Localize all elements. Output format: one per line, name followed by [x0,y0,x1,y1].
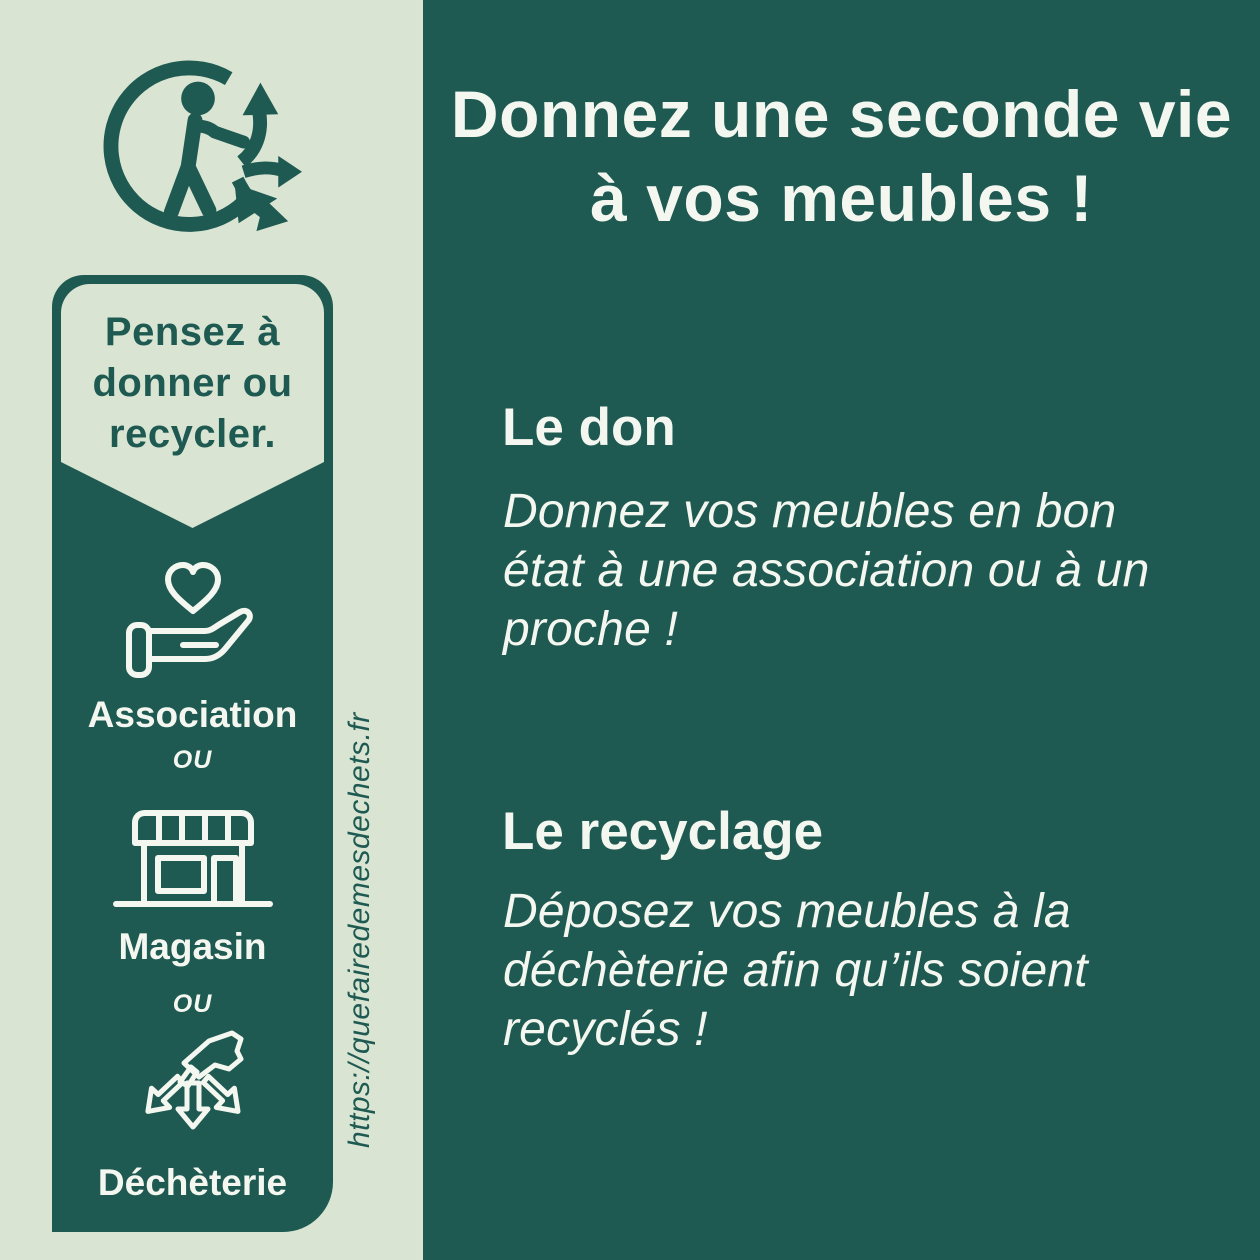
section-heading-don: Le don [502,398,676,457]
body-line: Déposez vos meubles à la [503,885,1071,938]
page-title-line: à vos meubles ! [590,161,1093,235]
ribbon-title-line: recycler. [109,412,276,456]
ribbon-title-line: donner ou [92,361,293,405]
website-url: https://quefairedemesdechets.fr [343,712,376,1148]
page-title [423,72,1260,240]
section-body-don [503,482,1203,659]
section-body-recyclage [503,882,1203,1059]
body-line: recyclés ! [503,1003,708,1056]
option-label-association: Association [87,694,298,735]
option-label-decheterie: Déchèterie [97,1162,288,1203]
body-line: proche ! [503,603,679,656]
body-line: déchèterie afin qu’ils soient [503,944,1088,997]
ribbon-title [52,307,333,460]
heart-in-hand-icon [123,559,263,683]
body-line: état à une association ou à un [503,544,1150,597]
separator-ou: OU [172,990,213,1018]
storefront-icon [108,801,278,916]
triman-recycling-logo-icon [95,40,303,252]
separator-ou: OU [172,746,213,774]
page-title-line: Donnez une seconde vie [450,77,1233,151]
main-panel [423,0,1260,1260]
section-heading-recyclage: Le recyclage [502,802,824,861]
body-line: Donnez vos meubles en bon [503,485,1117,538]
donation-ribbon [52,275,333,1232]
ribbon-title-line: Pensez à [104,310,281,354]
option-label-magasin: Magasin [118,926,267,967]
hand-drop-arrows-icon [128,1025,258,1151]
